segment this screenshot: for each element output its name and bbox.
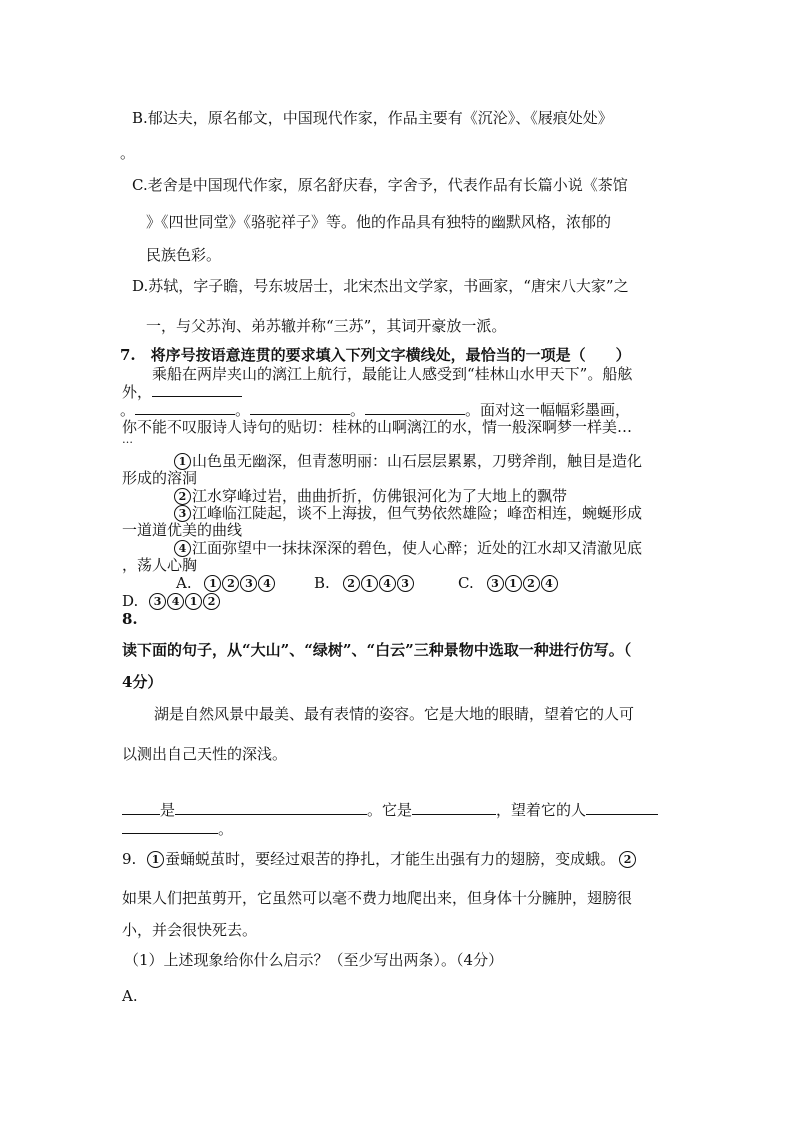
q7-passage-line2	[122, 382, 242, 402]
q9-subquestion-1: （1）上述现象给你什么启示？（至少写出两条）。（4分）	[124, 951, 504, 969]
circled-number: 2	[222, 575, 239, 592]
q7-blank-3-dot: 。	[235, 401, 251, 419]
q8-blank-result[interactable]	[586, 800, 658, 815]
circled-number: 4	[258, 575, 275, 592]
q8-blank-description[interactable]	[175, 800, 367, 815]
q7-choice-d[interactable]	[122, 591, 221, 611]
q7-blank-3[interactable]	[250, 400, 350, 415]
q8-fill-end: 。	[218, 820, 234, 838]
q8-stem-line1: 读下面的句子，从“大山”、“绿树”、“白云”三种景物中选取一种进行仿写。（	[122, 641, 632, 659]
q8-example-line2: 以测出自己天性的深浅。	[122, 745, 288, 763]
q8-example-line1: 湖是自然风景中最美、最有表情的姿容。它是大地的眼睛，望着它的人可	[154, 705, 635, 723]
q6-option-d-line2: 一，与父苏洵、弟苏辙并称“三苏”，其词开豪放一派。	[146, 317, 507, 335]
q7-blank-1[interactable]	[152, 382, 242, 397]
q6-option-d-line1: D.苏轼，字子瞻，号东坡居士，北宋杰出文学家，书画家，“唐宋八大家”之	[132, 277, 629, 295]
q6-option-c-line1: C.老舍是中国现代作家，原名舒庆春，字舍予，代表作品有长篇小说《茶馆	[132, 176, 628, 194]
q8-answer-line2	[122, 819, 233, 839]
circled-number-2: 2	[619, 851, 636, 868]
q7-stem: 7. 将序号按语意连贯的要求填入下列文字横线处，最恰当的一项是（ ）	[120, 346, 631, 364]
q7-blank-2[interactable]	[135, 400, 235, 415]
q7-option-3-text: 江峰临江陡起，谈不上海拔，但气势依然雄险；峰峦相连，蜿蜒形成	[192, 504, 643, 522]
q7-option-4-cont: ，荡人心胸	[122, 556, 198, 574]
circled-number: 3	[240, 575, 257, 592]
q7-choice-b[interactable]	[314, 573, 415, 593]
q7-blank-4[interactable]	[365, 400, 465, 415]
q9-answer-a-label: A.	[122, 987, 138, 1005]
q6-option-c-line2: 》《四世同堂》《骆驼祥子》等。他的作品具有独特的幽默风格，浓郁的	[146, 213, 612, 231]
q8-fill-it-is: 。它是	[367, 801, 413, 819]
q8-fill-is: 是	[160, 801, 176, 819]
q7-passage-line1: 乘船在两岸夹山的漓江上航行，最能让人感受到“桂林山水甲天下”。船舷	[152, 365, 633, 383]
q7-choice-a-letter: A.	[176, 574, 192, 592]
q7-choice-a[interactable]	[176, 573, 276, 593]
q8-blank-result-cont[interactable]	[122, 819, 218, 834]
circled-number: 1	[361, 575, 378, 592]
q7-option-4	[174, 538, 642, 558]
circled-number-4: 4	[174, 540, 191, 557]
circled-number-1: 1	[147, 851, 164, 868]
q7-choice-c[interactable]	[458, 573, 559, 593]
q7-passage-line5: …	[122, 433, 133, 446]
q8-fill-looking: ，望着它的人	[496, 801, 587, 819]
circled-number: 3	[397, 575, 414, 592]
q7-passage-line4: 你不能不叹服诗人诗句的贴切：桂林的山啊漓江的水，情一般深啊梦一样美…	[122, 418, 633, 436]
q6-option-b-end: 。	[120, 144, 136, 162]
q8-stem-line2: 4分）	[122, 673, 163, 691]
q7-choice-c-letter: C.	[458, 574, 474, 592]
circled-number-1: 1	[174, 453, 191, 470]
q7-passage-line2-text: 外，	[122, 383, 153, 401]
q7-option-3	[174, 503, 642, 523]
circled-number-2: 2	[174, 488, 191, 505]
q8-blank-subject[interactable]	[122, 800, 160, 815]
q7-option-1	[174, 451, 642, 471]
circled-number: 4	[541, 575, 558, 592]
q7-blank-4-dot: 。	[350, 401, 366, 419]
q9-number: 9.	[122, 850, 137, 868]
circled-number: 1	[185, 593, 202, 610]
circled-number: 2	[343, 575, 360, 592]
circled-number-3: 3	[174, 505, 191, 522]
q7-option-1-text: 山色虽无幽深，但青葱明丽：山石层层累累，刀劈斧削，触目是造化	[192, 452, 643, 470]
q8-answer-line1	[122, 800, 658, 820]
q6-option-c-line3: 民族色彩。	[146, 246, 222, 264]
q9-line3: 小，并会很快死去。	[122, 921, 258, 939]
circled-number: 1	[505, 575, 522, 592]
circled-number: 2	[523, 575, 540, 592]
q7-option-1-cont: 形成的溶洞	[122, 469, 198, 487]
q9-line1	[122, 849, 637, 869]
q8-blank-metaphor[interactable]	[412, 800, 496, 815]
q7-choice-b-letter: B.	[314, 574, 330, 592]
circled-number: 3	[149, 593, 166, 610]
q7-option-2-text: 江水穿峰过岩，曲曲折折，仿佛银河化为了大地上的飘带	[192, 487, 568, 505]
q7-option-3-cont: 一道道优美的曲线	[122, 521, 243, 539]
circled-number: 4	[167, 593, 184, 610]
q7-passage-line3-tail: 。面对这一幅幅彩墨画，	[465, 401, 631, 419]
circled-number: 1	[204, 575, 221, 592]
circled-number: 4	[379, 575, 396, 592]
q9-line2: 如果人们把茧剪开，它虽然可以毫不费力地爬出来，但身体十分臃肿，翅膀很	[122, 889, 633, 907]
circled-number: 3	[487, 575, 504, 592]
circled-number: 2	[203, 593, 220, 610]
q8-number: 8.	[122, 610, 138, 628]
q9-line1-text: 蚕蛹蜕茧时，要经过艰苦的挣扎，才能生出强有力的翅膀，变成蛾。	[165, 850, 616, 868]
q7-blank-2-dot: 。	[120, 401, 136, 419]
q7-option-4-text: 江面弥望中一抹抹深深的碧色，使人心醉；近处的江水却又清澈见底	[192, 539, 643, 557]
q6-option-b: B.郁达夫，原名郁文，中国现代作家，作品主要有《沉沦》、《屐痕处处》	[132, 109, 613, 127]
q7-choice-d-letter: D.	[122, 592, 139, 610]
